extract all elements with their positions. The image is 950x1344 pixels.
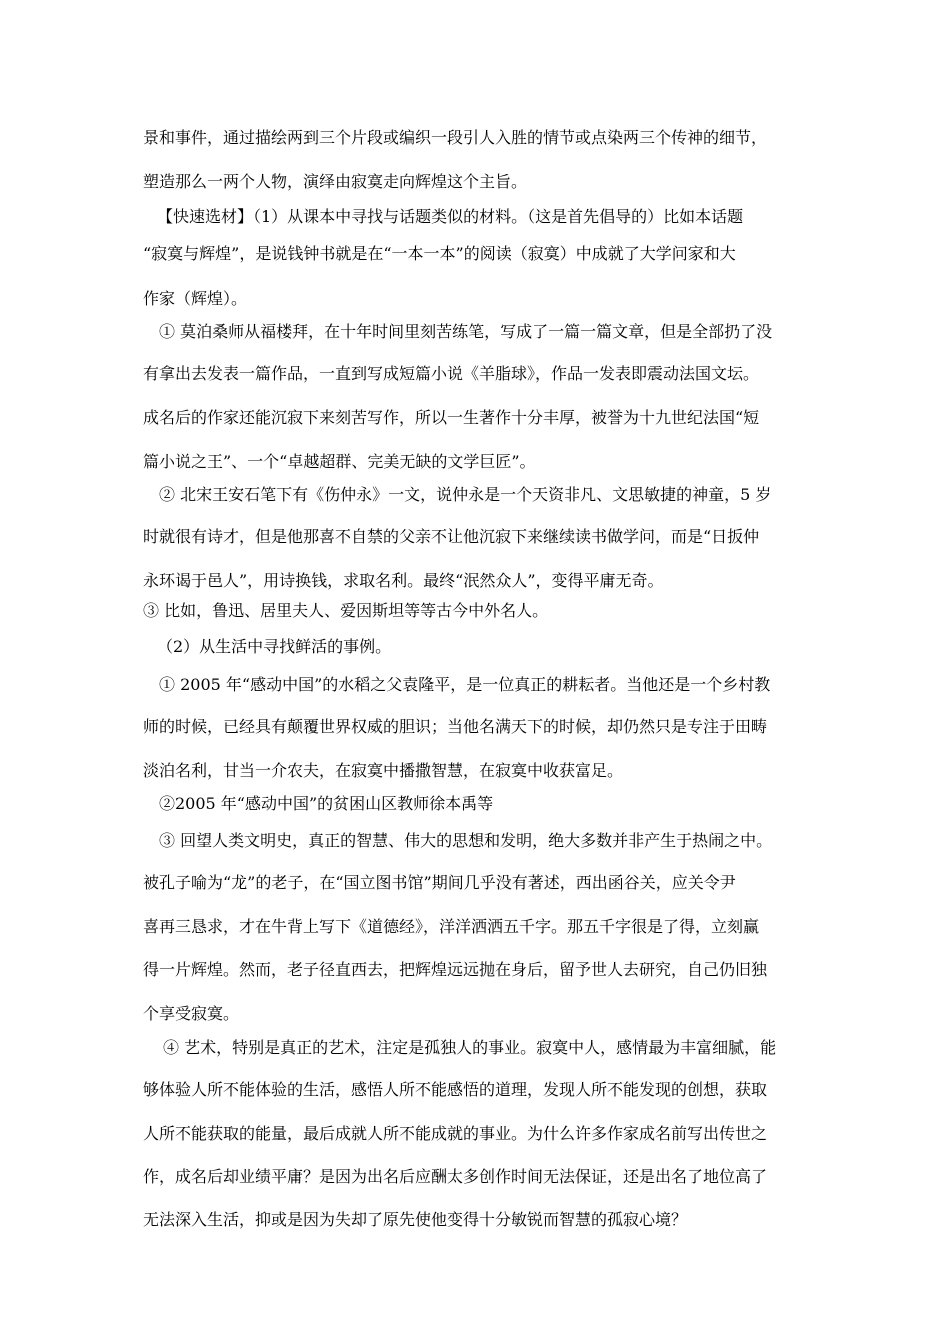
paragraph-line: 景和事件，通过描绘两到三个片段或编织一段引人入胜的情节或点染两三个传神的细节，: [143, 128, 768, 147]
paragraph-line: 【快速选材】（1）从课本中寻找与话题类似的材料。（这是首先倡导的）比如本话题: [157, 207, 744, 226]
paragraph-line: ④ 艺术，特别是真正的艺术，注定是孤独人的事业。寂寞中人，感情最为丰富细腻，能: [163, 1038, 777, 1057]
paragraph-line: 人所不能获取的能量，最后成就人所不能成就的事业。为什么许多作家成名前写出传世之: [143, 1124, 768, 1143]
paragraph-line: ③ 比如，鲁迅、居里夫人、爱因斯坦等等古今中外名人。: [143, 601, 549, 620]
paragraph-line: 塑造那么一两个人物，演绎由寂寞走向辉煌这个主旨。: [143, 172, 528, 191]
paragraph-line: ③ 回望人类文明史，真正的智慧、伟大的思想和发明，绝大多数并非产生于热闹之中。: [159, 831, 773, 850]
paragraph-line: 被孔子喻为“龙”的老子，在“国立图书馆”期间几乎没有著述，西出函谷关，应关令尹: [143, 873, 736, 892]
paragraph-line: ① 莫泊桑师从福楼拜，在十年时间里刻苦练笔，写成了一篇一篇文章，但是全部扔了没: [159, 322, 773, 341]
paragraph-line: （2）从生活中寻找鲜活的事例。: [157, 637, 392, 656]
paragraph-line: 个享受寂寞。: [143, 1004, 240, 1023]
paragraph-line: ① 2005 年“感动中国”的水稻之父袁隆平，是一位真正的耕耘者。当他还是一个乡村教: [159, 675, 771, 694]
paragraph-line: 得一片辉煌。然而，老子径直西去，把辉煌远远抛在身后，留予世人去研究，自己仍旧独: [143, 960, 768, 979]
paragraph-line: 淡泊名利，甘当一介农夫，在寂寞中播撒智慧，在寂寞中收获富足。: [143, 761, 624, 780]
paragraph-line: ②2005 年“感动中国”的贫困山区教师徐本禹等: [159, 794, 494, 813]
paragraph-line: “寂寞与辉煌”，是说钱钟书就是在“一本一本”的阅读（寂寞）中成就了大学问家和大: [143, 244, 736, 263]
paragraph-line: ② 北宋王安石笔下有《伤仲永》一文，说仲永是一个天资非凡、文思敏捷的神童，5 岁: [159, 485, 772, 504]
paragraph-line: 够体验人所不能体验的生活，感悟人所不能感悟的道理，发现人所不能发现的创想，获取: [143, 1080, 768, 1099]
paragraph-line: 作，成名后却业绩平庸？是因为出名后应酬太多创作时间无法保证，还是出名了地位高了: [143, 1167, 768, 1186]
paragraph-line: 时就很有诗才，但是他那喜不自禁的父亲不让他沉寂下来继续读书做学问，而是“日扳仲: [143, 527, 760, 546]
paragraph-line: 篇小说之王”、一个“卓越超群、完美无缺的文学巨匠”。: [143, 452, 536, 471]
paragraph-line: 有拿出去发表一篇作品，一直到写成短篇小说《羊脂球》，作品一发表即震动法国文坛。: [143, 364, 760, 383]
paragraph-line: 无法深入生活，抑或是因为失却了原先使他变得十分敏锐而智慧的孤寂心境？: [143, 1210, 688, 1229]
paragraph-line: 作家（辉煌）。: [143, 289, 248, 308]
paragraph-line: 永环谒于邑人”，用诗换钱，求取名利。最终“泯然众人”，变得平庸无奇。: [143, 571, 664, 590]
paragraph-line: 师的时候，已经具有颠覆世界权威的胆识；当他名满天下的时候，却仍然只是专注于田畴: [143, 717, 768, 736]
paragraph-line: 成名后的作家还能沉寂下来刻苦写作，所以一生著作十分丰厚，被誉为十九世纪法国“短: [143, 408, 760, 427]
paragraph-line: 喜再三恳求，才在牛背上写下《道德经》，洋洋洒洒五千字。那五千字很是了得，立刻赢: [143, 917, 760, 936]
